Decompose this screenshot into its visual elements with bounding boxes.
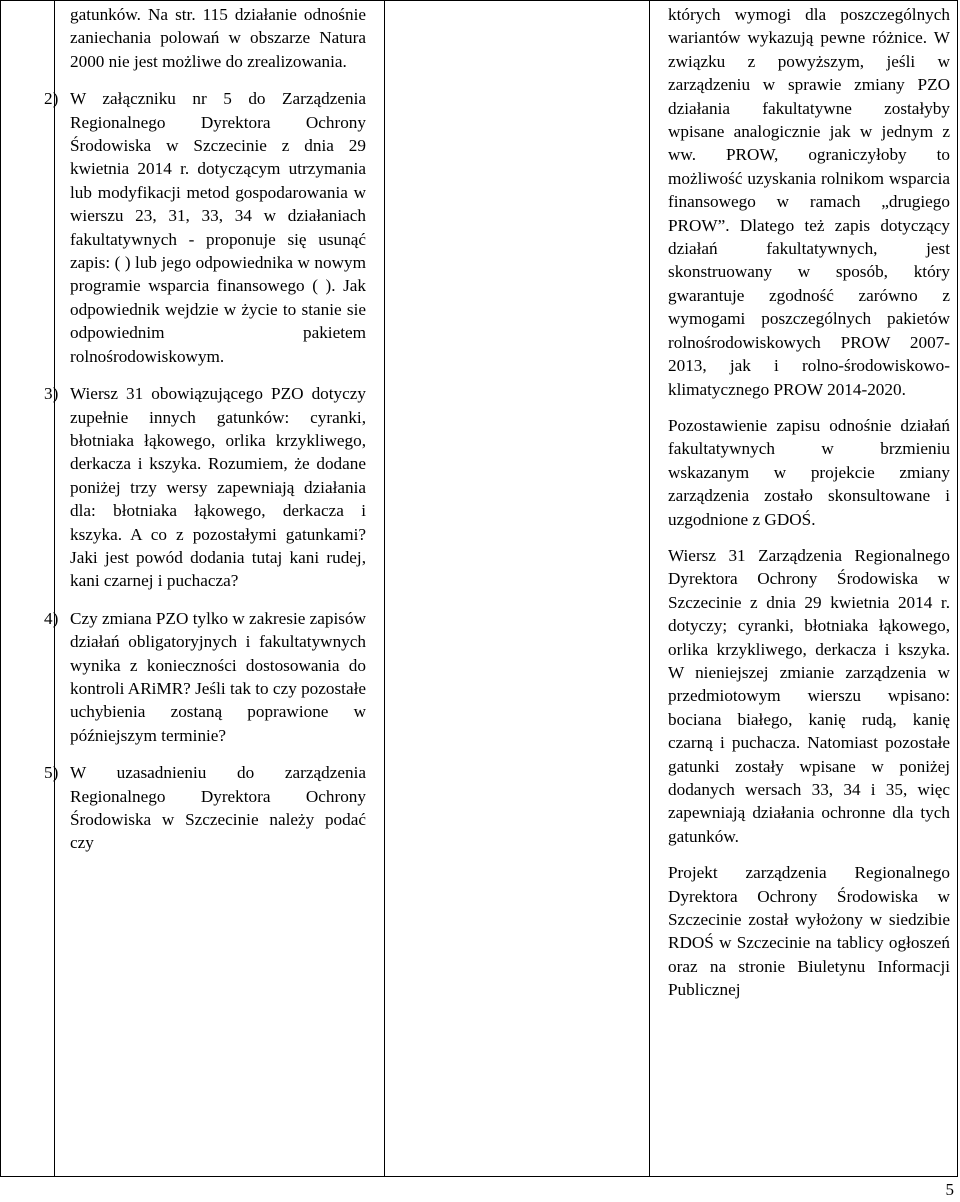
comment-item-5: 5) W uzasadnieniu do zarządzenia Regionalnego Dyrektora Ochrony Środowiska w Szczecinie należy podać czy [44,763,366,853]
column-divider [384,0,385,1177]
response-paragraph: Projekt zarządzenia Regionalnego Dyrektora Ochrony Środowiska w Szczecinie został wyłożony w siedzibie RDOŚ w Szczecinie na tablicy ogłoszeń oraz na stronie Biuletynu Informacji Publicznej [668,863,950,1000]
comment-item-3: 3) Wiersz 31 obowiązującego PZO dotyczy zupełnie innych gatunków: cyranki, błotniaka łąkowego, orlika krzykliwego, derkacza i kszyka. Rozumiem, że dodane poniżej trzy wersy zapewniają działania dla: błotniaka łąkowego, derkacza i kszyka. A co z pozostałymi gatunkami? Jaki jest powód dodania tutaj kani rudej, kani czarnej i puchacza? [44,384,366,591]
comment-item-4: 4) Czy zmiana PZO tylko w zakresie zapisów działań obligatoryjnych i fakultatywnych wynika z konieczności dostosowania do kontroli ARiMR? Jeśli tak to czy pozostałe uchybienia zostaną poprawione w późniejszym terminie? [44,608,366,745]
comment-column [44,3,366,855]
comment-intro: gatunków. Na str. 115 działanie odnośnie zaniechania polowań w obszarze Natura 2000 nie jest możliwe do zrealizowania. [70,5,366,71]
response-paragraph: Wiersz 31 Zarządzenia Regionalnego Dyrektora Ochrony Środowiska w Szczecinie z dnia 29 kwietnia 2014 r. dotyczy; cyranki, błotniaka łąkowego, orlika krzykliwego, derkacza i kszyka. W nieniejszej zmianie zarządzenia w przedmiotowym wierszu wpisano: bociana białego, kanię rudą, kanię czarną i puchacza. Natomiast pozostałe gatunki zostały wpisane w poniżej dodanych wersach 33, 34 i 35, więc zapewniają działania ochronne dla tych gatunków. [668,545,950,846]
column-divider [649,0,650,1177]
response-column [668,3,950,1002]
comment-item-2: 2) W załączniku nr 5 do Zarządzenia Regionalnego Dyrektora Ochrony Środowiska w Szczecinie z dnia 29 kwietnia 2014 r. dotyczącym utrzymania lub modyfikacji metod gospodarowania w wierszu 23, 31, 33, 34 w działaniach fakultatywnych - proponuje się usunąć zapis: ( ) lub jego odpowiednika w nowym programie wsparcia finansowego ( ). Jak odpowiednik wejdzie w życie to stanie sie odpowiednim pakietem rolnośrodowiskowym. [44,89,366,366]
response-paragraph: Pozostawienie zapisu odnośnie działań fakultatywnych w brzmieniu wskazanym w projekcie zmiany zarządzenia zostało skonsultowane i uzgodnione z GDOŚ. [668,415,950,529]
response-paragraph: których wymogi dla poszczególnych wariantów wykazują pewne różnice. W związku z powyższym, jeśli w zarządzeniu w sprawie zmiany PZO działania fakultatywne zostałyby wpisane analogicznie jak w jednym z ww. PROW, ograniczyłoby to możliwość uzyskania rolnikom wsparcia finansowego w ramach „drugiego PROW”. Dlatego też zapis dotyczący działań fakultatywnych, jest skonstruowany w sposób, który gwarantuje zgodność zarówno z wymogami poszczególnych pakietów rolnośrodowiskowych PROW 2007-2013, jak i rolno-środowiskowo-klimatycznego PROW 2014-2020. [668,5,950,399]
page-number: 5 [945,1180,954,1199]
